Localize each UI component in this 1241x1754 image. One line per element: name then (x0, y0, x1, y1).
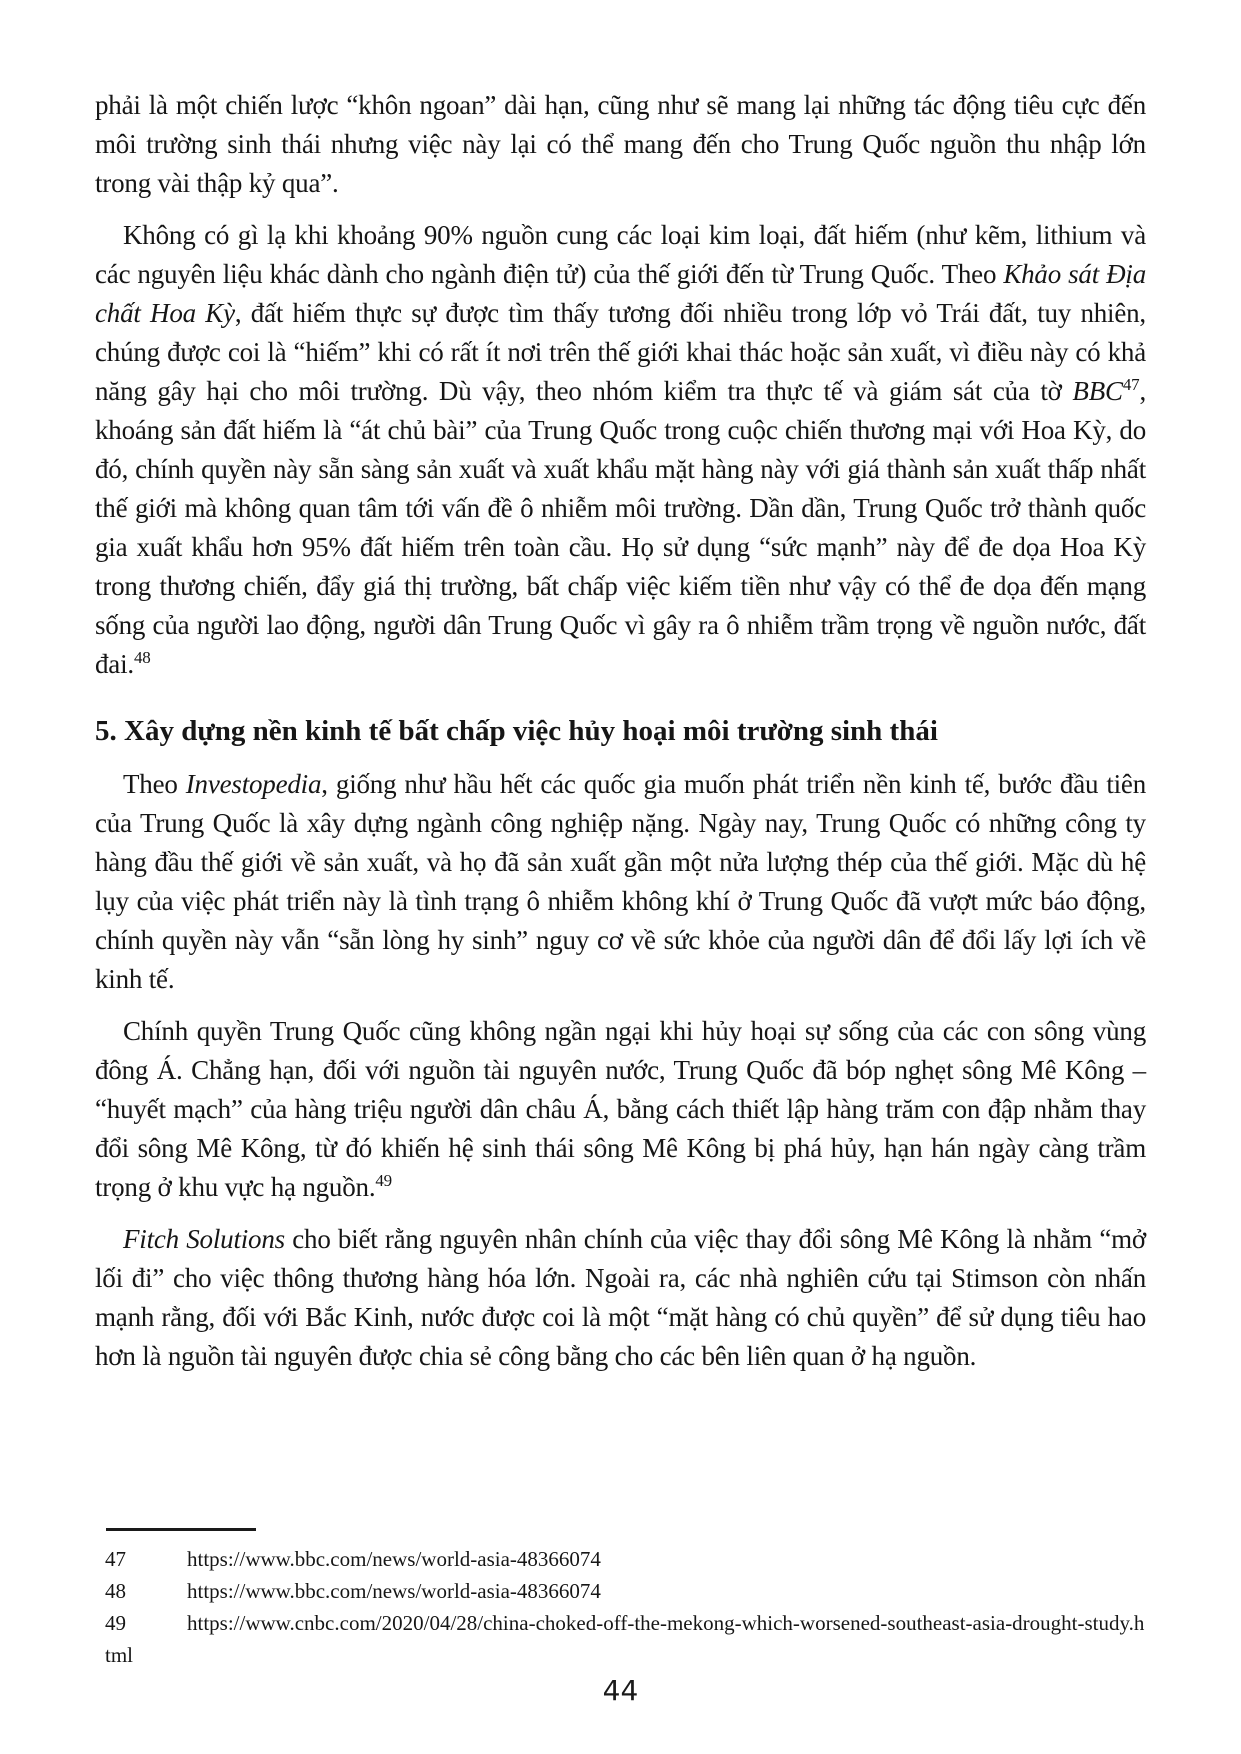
body-paragraph (95, 1220, 1146, 1376)
italic-segment: Fitch Solutions (123, 1224, 285, 1254)
italic-segment: Investopedia (185, 769, 322, 799)
footnote-reference: 48 (133, 648, 151, 667)
text-segment: , giống như hầu hết các quốc gia muốn phát triển nền kinh tế, bước đầu tiên của Trung Quốc là xây dựng ngành công nghiệp nặng. Ngày nay, Trung Quốc có những công ty hàng đầu thế giới về sản xuất, và họ đã sản xuất gần một nửa lượng thép của thế giới. Mặc dù hệ lụy của việc phát triển này là tình trạng ô nhiễm không khí ở Trung Quốc đã vượt mức báo động, chính quyền này vẫn “sẵn lòng hy sinh” nguy cơ về sức khỏe của người dân để đổi lấy lợi ích về kinh tế. (95, 769, 1147, 994)
page-number: 44 (602, 1674, 639, 1707)
body-paragraph (95, 86, 1146, 203)
text-segment: phải là một chiến lược “khôn ngoan” dài hạn, cũng như sẽ mang lại những tác động tiêu cực đến môi trường sinh thái nhưng việc này lại có thể mang đến cho Trung Quốc nguồn thu nhập lớn trong vài thập kỷ qua”. (95, 90, 1146, 198)
text-segment: Không có gì lạ khi khoảng 90% nguồn cung các loại kim loại, đất hiếm (như kẽm, lithium và các nguyên liệu khác dành cho ngành điện tử) của thế giới đến từ Trung Quốc. Theo (95, 220, 1146, 289)
footnote-number: 49 (105, 1611, 126, 1635)
footnote-url: https://www.bbc.com/news/world-asia-48366074 (187, 1579, 601, 1603)
footnote-reference: 49 (375, 1171, 392, 1190)
text-segment: Theo (123, 769, 186, 799)
italic-segment: Khảo sát Địa chất Hoa Kỳ (95, 259, 1146, 328)
footnote-reference: 47 (1122, 375, 1140, 394)
italic-segment: BBC (1072, 376, 1123, 406)
text-segment: , đất hiếm thực sự được tìm thấy tương đối nhiều trong lớp vỏ Trái đất, tuy nhiên, chúng được coi là “hiếm” khi có rất ít nơi trên thế giới khai thác hoặc sản xuất, vì điều này có khả năng gây hại cho môi trường. Dù vậy, theo nhóm kiểm tra thực tế và giám sát của tờ (95, 298, 1146, 406)
footnote-item (105, 1607, 1146, 1671)
footnote-url: https://www.bbc.com/news/world-asia-48366074 (187, 1547, 601, 1571)
body-paragraph (95, 1012, 1146, 1207)
footnote-number: 47 (105, 1547, 126, 1571)
footnote-separator-rule (106, 1528, 256, 1531)
body-paragraph (95, 216, 1146, 684)
body-paragraph (95, 765, 1146, 999)
text-segment: Chính quyền Trung Quốc cũng không ngần ngại khi hủy hoại sự sống của các con sông vùng đông Á. Chẳng hạn, đối với nguồn tài nguyên nước, Trung Quốc đã bóp nghẹt sông Mê Kông – “huyết mạch” của hàng triệu người dân châu Á, bằng cách thiết lập hàng trăm con đập nhằm thay đổi sông Mê Kông, từ đó khiến hệ sinh thái sông Mê Kông bị phá hủy, hạn hán ngày càng trầm trọng ở khu vực hạ nguồn. (95, 1016, 1146, 1202)
footnote-item (105, 1575, 1146, 1607)
footnote-list (95, 1543, 1146, 1671)
footnote-item (105, 1543, 1146, 1575)
text-segment: cho biết rằng nguyên nhân chính của việc thay đổi sông Mê Kông là nhằm “mở lối đi” cho việc thông thương hàng hóa lớn. Ngoài ra, các nhà nghiên cứu tại Stimson còn nhấn mạnh rằng, đối với Bắc Kinh, nước được coi là một “mặt hàng có chủ quyền” để sử dụng tiêu hao hơn là nguồn tài nguyên được chia sẻ công bằng cho các bên liên quan ở hạ nguồn. (95, 1224, 1146, 1371)
text-segment: , khoáng sản đất hiếm là “át chủ bài” của Trung Quốc trong cuộc chiến thương mại với Hoa Kỳ, do đó, chính quyền này sẵn sàng sản xuất và xuất khẩu mặt hàng này với giá thành sản xuất thấp nhất thế giới mà không quan tâm tới vấn đề ô nhiễm môi trường. Dần dần, Trung Quốc trở thành quốc gia xuất khẩu hơn 95% đất hiếm trên toàn cầu. Họ sử dụng “sức mạnh” này để đe dọa Hoa Kỳ trong thương chiến, đẩy giá thị trường, bất chấp việc kiếm tiền như vậy có thể đe dọa đến mạng sống của người lao động, người dân Trung Quốc vì gây ra ô nhiễm trầm trọng về nguồn nước, đất đai. (95, 376, 1146, 679)
text-segment: 5. Xây dựng nền kinh tế bất chấp việc hủy hoại môi trường sinh thái (95, 715, 938, 747)
footnotes-section (95, 1528, 1146, 1671)
footnote-url: https://www.cnbc.com/2020/04/28/china-choked-off-the-mekong-which-worsened-southeast-asia-drought-study.html (105, 1611, 1145, 1667)
page-content (95, 86, 1146, 1389)
section-heading (95, 711, 1146, 751)
footnote-number: 48 (105, 1579, 126, 1603)
